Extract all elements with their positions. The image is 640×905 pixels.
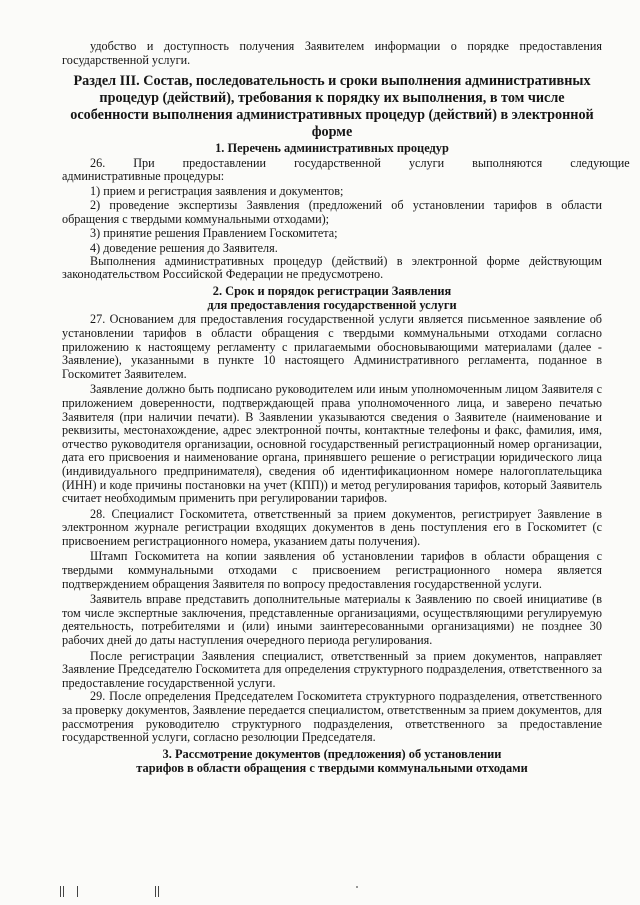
- word: государственной: [294, 155, 381, 170]
- subsection-3-heading-line1: 3. Рассмотрение документов (предложения) об установлении: [162, 746, 502, 761]
- procedure-item-1: 1) прием и регистрация заявления и документов;: [90, 183, 344, 198]
- word: услуги: [408, 155, 445, 170]
- subsection-3-heading-line2: тарифов в области обращения с твердыми коммунальными отходами: [136, 760, 528, 775]
- procedure-item-3: 3) принятие решения Правлением Госкомитета;: [90, 226, 338, 241]
- paragraph-29: 29. После определения Председателем Госкомитета структурного подразделения, ответственного за проверку документов, Заявление передается специалистом, ответственным за прием документов, для рассмотрения руководителю структурного подразделения, ответственного за предоставление государственной услуги, согласно резолюции Председателя.: [62, 689, 602, 745]
- word: 26.: [90, 155, 106, 170]
- word: следующие: [570, 155, 630, 170]
- scan-marks: [60, 886, 180, 898]
- paragraph-26-line1: [62, 155, 630, 171]
- paragraph-28-right: Заявитель вправе представить дополнительные материалы к Заявлению по своей инициативе (в том числе экспертные заключения, представленные организациями, осуществляющими регулируемую деятельность, потребителями и (или) иными заинтересованными организациями) не позднее 30 рабочих дней до даты наступления очередного периода регулирования.: [62, 592, 602, 648]
- intro-paragraph: удобство и доступность получения Заявителем информации о порядке предоставления государственной услуги.: [62, 39, 602, 67]
- paragraph-27-signature: Заявление должно быть подписано руководителем или иным уполномоченным лицом Заявителя с приложением доверенности, подтверждающей права уполномоченного лица, и заверено печатью Заявителя (при наличии печати). В Заявлении указываются сведения о Заявителе (наименование и реквизиты, местонахождение, адрес электронной почты, контактные телефоны и факс, фамилия, имя, отчество руководителя организации, основной государственный регистрационный номер организации, дата его присвоения и наименование органа, принявшего решение о регистрации юридического лица (индивидуального предпринимателя), сведения об идентификационном номере налогоплательщика (ИНН) и коде причины постановки на учет (КПП)) и метод регулирования тарифов, который Заявитель считает необходимым применить при регулировании тарифов.: [62, 382, 602, 506]
- procedure-item-4: 4) доведение решения до Заявителя.: [90, 240, 278, 255]
- procedure-item-2: 2) проведение экспертизы Заявления (предложений об установлении тарифов в области обращения с твердыми коммунальными отходами);: [62, 197, 602, 227]
- subsection-1-heading: 1. Перечень административных процедур: [215, 141, 449, 156]
- word: выполняются: [472, 155, 543, 170]
- subsection-2-heading-line2: для предоставления государственной услуги: [207, 298, 457, 313]
- paragraph-28: 28. Специалист Госкомитета, ответственный за прием документов, регистрирует Заявление в электронном журнале регистрации входящих документов в день поступления его в Госкомитет (с присвоением регистрационного номера, указанием даты получения).: [62, 506, 602, 548]
- electronic-form-paragraph: Выполнения административных процедур (действий) в электронной форме действующим законодательством Российской Федерации не предусмотрено.: [62, 253, 602, 282]
- section-title: Раздел III. Состав, последовательность и сроки выполнения административных процедур (действий), требования к порядку их выполнения, в том числе особенности выполнения административных процедур (действий) в электронной форме: [70, 73, 594, 140]
- word: предоставлении: [182, 155, 267, 170]
- paragraph-27: 27. Основанием для предоставления государственной услуги является письменное заявление об установлении тарифов в области обращения с твердыми коммунальными отходами согласно приложению к настоящему регламенту с прилагаемыми обосновывающими материалами (далее - Заявление), указанными в пункте 10 настоящего Административного регламента, поданное в Госкомитет Заявителем.: [62, 312, 602, 381]
- paragraph-26-line2: административные процедуры:: [62, 169, 225, 184]
- paragraph-28-after: После регистрации Заявления специалист, ответственный за прием документов, направляет Заявление Председателю Госкомитета для определения структурного подразделения, ответственного за предоставление государственной услуги.: [62, 648, 602, 690]
- scan-dot: [356, 886, 358, 888]
- document-page: [62, 39, 630, 775]
- paragraph-28-stamp: Штамп Госкомитета на копии заявления об установлении тарифов в области обращения с твердыми коммунальными отходами с присвоением регистрационного номера является подтверждением обращения Заявителя по вопросу предоставления государственной услуги.: [62, 549, 602, 591]
- subsection-2-heading-line1: 2. Срок и порядок регистрации Заявления: [212, 283, 452, 298]
- word: При: [133, 155, 155, 170]
